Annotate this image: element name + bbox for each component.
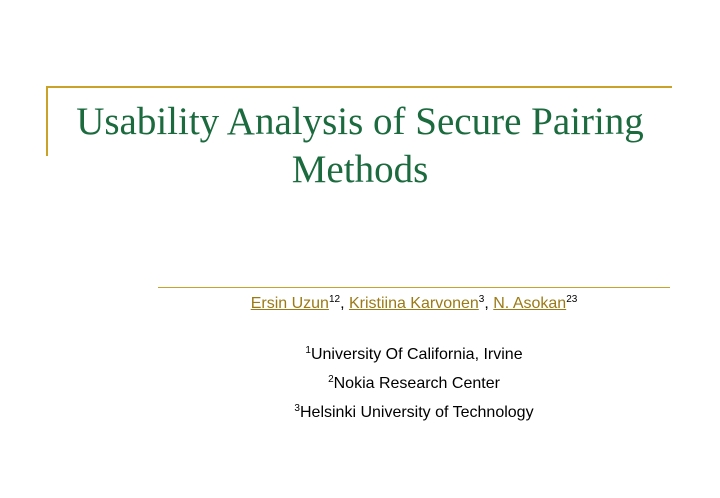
author-link-uzun[interactable]: Ersin Uzun — [250, 295, 329, 312]
affiliation-item — [160, 396, 668, 425]
affiliation-name: Nokia Research Center — [333, 375, 500, 392]
affiliation-number: 1 — [305, 345, 311, 356]
affiliation-item — [160, 338, 668, 367]
author-affil-asokan: 23 — [566, 294, 578, 305]
title-line-2: Methods — [291, 148, 429, 191]
author-affil-uzun: 12 — [328, 294, 341, 305]
title-line-1: Usability Analysis of Secure Pairing — [76, 100, 644, 143]
author-link-asokan[interactable]: N. Asokan — [493, 295, 567, 312]
slide-title — [48, 98, 672, 194]
affiliation-item — [160, 367, 668, 396]
author-list — [160, 294, 668, 313]
affiliation-list — [160, 338, 668, 425]
title-top-rule — [46, 86, 672, 88]
affiliation-number: 3 — [294, 403, 300, 414]
authors-rule — [158, 287, 670, 288]
affiliation-name: University Of California, Irvine — [310, 346, 523, 363]
author-separator: , — [484, 295, 494, 312]
author-link-karvonen[interactable]: Kristiina Karvonen — [348, 295, 479, 312]
affiliation-number: 2 — [328, 374, 334, 385]
author-separator: , — [340, 295, 349, 312]
affiliation-name: Helsinki University of Technology — [299, 404, 534, 421]
author-affil-karvonen: 3 — [478, 294, 485, 305]
